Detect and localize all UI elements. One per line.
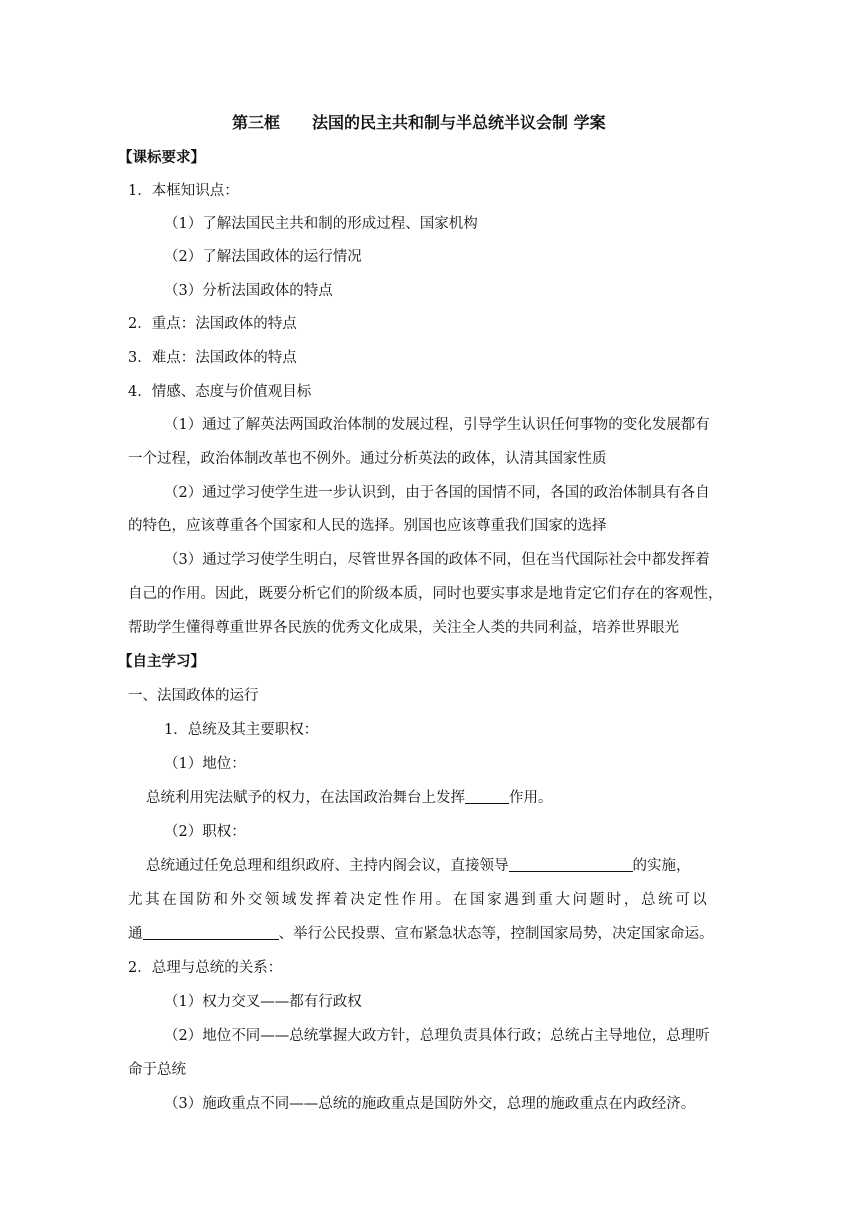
relationship-2-line-2: 命于总统	[128, 1062, 186, 1078]
powers-line3-end: 、举行公民投票、宣布紧急状态等，控制国家局势，决定国家命运。	[278, 926, 714, 942]
key-point-item: 2．重点：法国政体的特点	[128, 316, 297, 332]
goal-3-line-3: 帮助学生懂得尊重世界各民族的优秀文化成果，关注全人类的共同利益，培养世界眼光	[128, 620, 679, 636]
goal-3-line-2: 自己的作用。因此，既要分析它们的阶级本质，同时也要实事求是地肯定它们存在的客观性，	[128, 586, 723, 602]
goal-1-line-1: （1）通过了解英法两国政治体制的发展过程，引导学生认识任何事物的变化发展都有	[164, 417, 710, 433]
status-text-start: 总统利用宪法赋予的权力，在法国政治舞台上发挥	[146, 790, 465, 806]
section-heading-self-study: 【自主学习】	[118, 654, 205, 670]
fill-blank-lead[interactable]	[509, 856, 633, 872]
president-powers-heading: 1．总统及其主要职权：	[164, 722, 319, 738]
knowledge-points-item: 1．本框知识点：	[128, 183, 239, 199]
status-sentence	[146, 788, 553, 808]
knowledge-point-2: （2）了解法国政体的运行情况	[164, 249, 362, 265]
part-1-heading: 一、法国政体的运行	[128, 688, 259, 704]
section-heading-requirements: 【课标要求】	[118, 150, 205, 166]
fill-blank-means[interactable]	[143, 924, 279, 940]
powers-label: （2）职权：	[164, 824, 246, 840]
relationship-3: （3）施政重点不同——总统的施政重点是国防外交，总理的施政重点在内政经济。	[164, 1096, 696, 1112]
knowledge-point-1: （1）了解法国民主共和制的形成过程、国家机构	[164, 216, 478, 232]
powers-sentence-line-3	[128, 924, 714, 944]
fill-blank-role[interactable]	[465, 788, 509, 804]
relationship-heading: 2．总理与总统的关系：	[128, 960, 283, 976]
goal-1-line-2: 一个过程，政治体制改革也不例外。通过分析英法的政体，认清其国家性质	[128, 451, 607, 467]
relationship-2-line-1: （2）地位不同——总统掌握大政方针，总理负责具体行政；总统占主导地位，总理听	[164, 1028, 710, 1044]
powers-sentence-line-2: 尤其在国防和外交领域发挥着决定性作用。在国家遇到重大问题时，总统可以	[128, 892, 710, 908]
status-text-end: 作用。	[509, 790, 553, 806]
powers-line3-start: 通	[128, 926, 143, 942]
knowledge-point-3: （3）分析法国政体的特点	[164, 283, 333, 299]
powers-text-start: 总统通过任免总理和组织政府、主持内阁会议，直接领导	[146, 858, 509, 874]
status-label: （1）地位：	[164, 756, 246, 772]
powers-text-end: 的实施，	[632, 858, 691, 874]
goal-2-line-1: （2）通过学习使学生进一步认识到，由于各国的国情不同，各国的政治体制具有各自	[164, 485, 710, 501]
relationship-1: （1）权力交叉——都有行政权	[164, 994, 362, 1010]
difficult-point-item: 3．难点：法国政体的特点	[128, 350, 297, 366]
powers-sentence-line-1	[146, 856, 691, 876]
goal-3-line-1: （3）通过学习使学生明白，尽管世界各国的政体不同，但在当代国际社会中都发挥着	[164, 552, 710, 568]
values-goal-item: 4．情感、态度与价值观目标	[128, 384, 312, 400]
goal-2-line-2: 的特色，应该尊重各个国家和人民的选择。别国也应该尊重我们国家的选择	[128, 518, 607, 534]
page-title: 第三框 法国的民主共和制与半总统半议会制 学案	[232, 113, 606, 132]
